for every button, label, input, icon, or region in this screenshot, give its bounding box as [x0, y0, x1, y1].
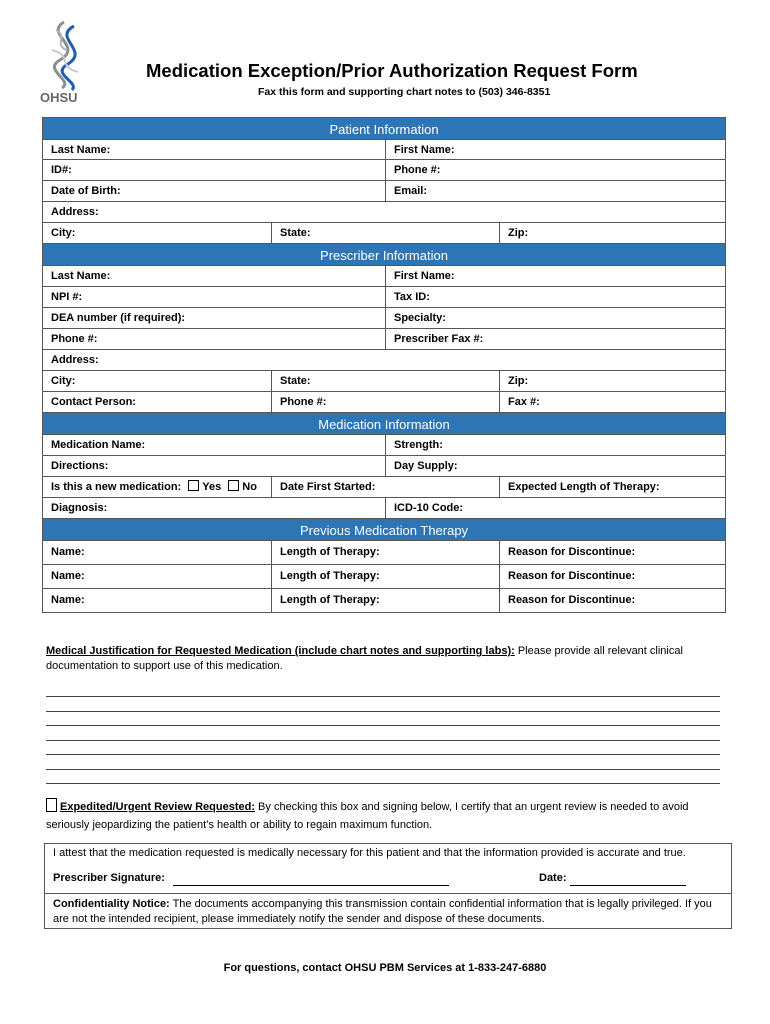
- previous-length-field[interactable]: Length of Therapy:: [271, 589, 499, 612]
- patient-zip-field[interactable]: Zip:: [499, 223, 725, 243]
- contact-person-field[interactable]: Contact Person:: [51, 396, 136, 408]
- prescriber-tax-id-field[interactable]: Tax ID:: [385, 287, 725, 307]
- prescriber-npi-field[interactable]: NPI #:: [51, 291, 83, 303]
- contact-footer: For questions, contact OHSU PBM Services at 1-833-247-6880: [223, 962, 547, 974]
- expedited-label: Expedited/Urgent Review Requested:: [60, 801, 255, 813]
- yes-checkbox[interactable]: [188, 480, 199, 491]
- medication-row-directions: [43, 456, 725, 477]
- patient-last-name-field[interactable]: Last Name:: [51, 144, 111, 156]
- medication-name-field[interactable]: Medication Name:: [51, 439, 146, 451]
- patient-city-field[interactable]: City:: [51, 227, 76, 239]
- prescriber-row-contact: [43, 392, 725, 413]
- prescriber-dea-field[interactable]: DEA number (if required):: [51, 312, 186, 324]
- patient-row-dob: [43, 181, 725, 202]
- medication-row-new: [43, 477, 725, 498]
- previous-therapy-row: [43, 565, 725, 589]
- medication-section-header: Medication Information: [43, 413, 725, 435]
- prescriber-last-name-field[interactable]: Last Name:: [51, 270, 111, 282]
- yes-label: Yes: [202, 481, 222, 493]
- previous-therapy-section-header: Previous Medication Therapy: [43, 519, 725, 541]
- medication-day-supply-field[interactable]: Day Supply:: [385, 456, 725, 476]
- no-label: No: [242, 481, 257, 493]
- date-first-started-field[interactable]: Date First Started:: [271, 477, 499, 497]
- justification-label: Medical Justification for Requested Medication (include chart notes and supporting labs):: [46, 645, 515, 657]
- date-label: Date:: [539, 872, 567, 884]
- request-form: [42, 117, 726, 613]
- prescriber-row-city: [43, 371, 725, 392]
- prescriber-first-name-field[interactable]: First Name:: [385, 266, 725, 286]
- previous-name-field[interactable]: Name:: [51, 594, 85, 606]
- prescriber-address-field[interactable]: Address:: [51, 354, 99, 366]
- expedited-review: [46, 798, 726, 834]
- justification-line[interactable]: [46, 696, 720, 697]
- prescriber-zip-field[interactable]: Zip:: [499, 371, 725, 391]
- medication-row-name: [43, 435, 725, 456]
- diagnosis-field[interactable]: Diagnosis:: [51, 502, 108, 514]
- justification-text: Please provide all relevant clinical documentation to support use of this medication.: [46, 645, 683, 672]
- ohsu-logo: [34, 20, 96, 106]
- contact-fax-field[interactable]: Fax #:: [499, 392, 725, 412]
- confidentiality-notice: [53, 897, 721, 927]
- logo-text: OHSU: [40, 90, 78, 105]
- previous-therapy-row: [43, 541, 725, 565]
- new-medication-label: Is this a new medication:: [51, 481, 182, 493]
- expected-length-field[interactable]: Expected Length of Therapy:: [499, 477, 725, 497]
- medication-row-diagnosis: [43, 498, 725, 519]
- patient-phone-field[interactable]: Phone #:: [385, 160, 725, 180]
- prescriber-section-header: Prescriber Information: [43, 244, 725, 266]
- previous-reason-field[interactable]: Reason for Discontinue:: [499, 541, 725, 564]
- confidentiality-label: Confidentiality Notice:: [53, 898, 170, 910]
- confidentiality-text: The documents accompanying this transmission contain confidential information that is legally privileged. If you are not the intended recipient, please immediately notify the sender and dispose of these documents.: [53, 898, 712, 925]
- justification-line[interactable]: [46, 711, 720, 712]
- prescriber-row-dea: [43, 308, 725, 329]
- prescriber-signature-label: Prescriber Signature:: [53, 872, 165, 884]
- medication-directions-field[interactable]: Directions:: [51, 460, 109, 472]
- icd10-field[interactable]: ICD-10 Code:: [385, 498, 725, 518]
- justification-line[interactable]: [46, 740, 720, 741]
- medication-strength-field[interactable]: Strength:: [385, 435, 725, 455]
- prescriber-row-address: [43, 350, 725, 371]
- patient-email-field[interactable]: Email:: [385, 181, 725, 201]
- attestation-text: I attest that the medication requested is medically necessary for this patient and that the information provided is accurate and true.: [53, 847, 686, 859]
- justification-line[interactable]: [46, 725, 720, 726]
- prescriber-row-npi: [43, 287, 725, 308]
- fax-instructions: Fax this form and supporting chart notes to (503) 346-8351: [258, 86, 551, 98]
- previous-reason-field[interactable]: Reason for Discontinue:: [499, 589, 725, 612]
- patient-id-field[interactable]: ID#:: [51, 164, 72, 176]
- previous-name-field[interactable]: Name:: [51, 570, 85, 582]
- prescriber-state-field[interactable]: State:: [271, 371, 499, 391]
- patient-row-city: [43, 223, 725, 244]
- patient-row-id: [43, 160, 725, 181]
- prescriber-fax-field[interactable]: Prescriber Fax #:: [385, 329, 725, 349]
- prescriber-signature-line[interactable]: [173, 885, 449, 886]
- prescriber-phone-field[interactable]: Phone #:: [51, 333, 98, 345]
- prescriber-row-name: [43, 266, 725, 287]
- new-medication-question: [43, 477, 271, 497]
- medical-justification: [46, 644, 726, 674]
- contact-phone-field[interactable]: Phone #:: [271, 392, 499, 412]
- previous-length-field[interactable]: Length of Therapy:: [271, 541, 499, 564]
- expedited-text: By checking this box and signing below, I certify that an urgent review is needed to avoid seriously jeopardizing the patient’s health or ability to regain maximum function.: [46, 801, 689, 831]
- attestation-box: [44, 843, 732, 929]
- patient-row-address: [43, 202, 725, 223]
- patient-address-field[interactable]: Address:: [51, 206, 99, 218]
- form-title: Medication Exception/Prior Authorization Request Form: [146, 60, 638, 81]
- patient-state-field[interactable]: State:: [271, 223, 499, 243]
- previous-therapy-row: [43, 589, 725, 613]
- prescriber-city-field[interactable]: City:: [51, 375, 76, 387]
- previous-length-field[interactable]: Length of Therapy:: [271, 565, 499, 588]
- expedited-checkbox[interactable]: [46, 798, 57, 812]
- date-line[interactable]: [570, 885, 686, 886]
- patient-section-header: Patient Information: [43, 118, 725, 140]
- patient-row-name: [43, 140, 725, 160]
- prescriber-specialty-field[interactable]: Specialty:: [385, 308, 725, 328]
- previous-reason-field[interactable]: Reason for Discontinue:: [499, 565, 725, 588]
- previous-name-field[interactable]: Name:: [51, 546, 85, 558]
- patient-first-name-field[interactable]: First Name:: [385, 140, 725, 159]
- patient-dob-field[interactable]: Date of Birth:: [51, 185, 121, 197]
- justification-line[interactable]: [46, 754, 720, 755]
- justification-line[interactable]: [46, 783, 720, 784]
- no-checkbox[interactable]: [228, 480, 239, 491]
- divider: [45, 893, 731, 894]
- justification-line[interactable]: [46, 769, 720, 770]
- prescriber-row-phone: [43, 329, 725, 350]
